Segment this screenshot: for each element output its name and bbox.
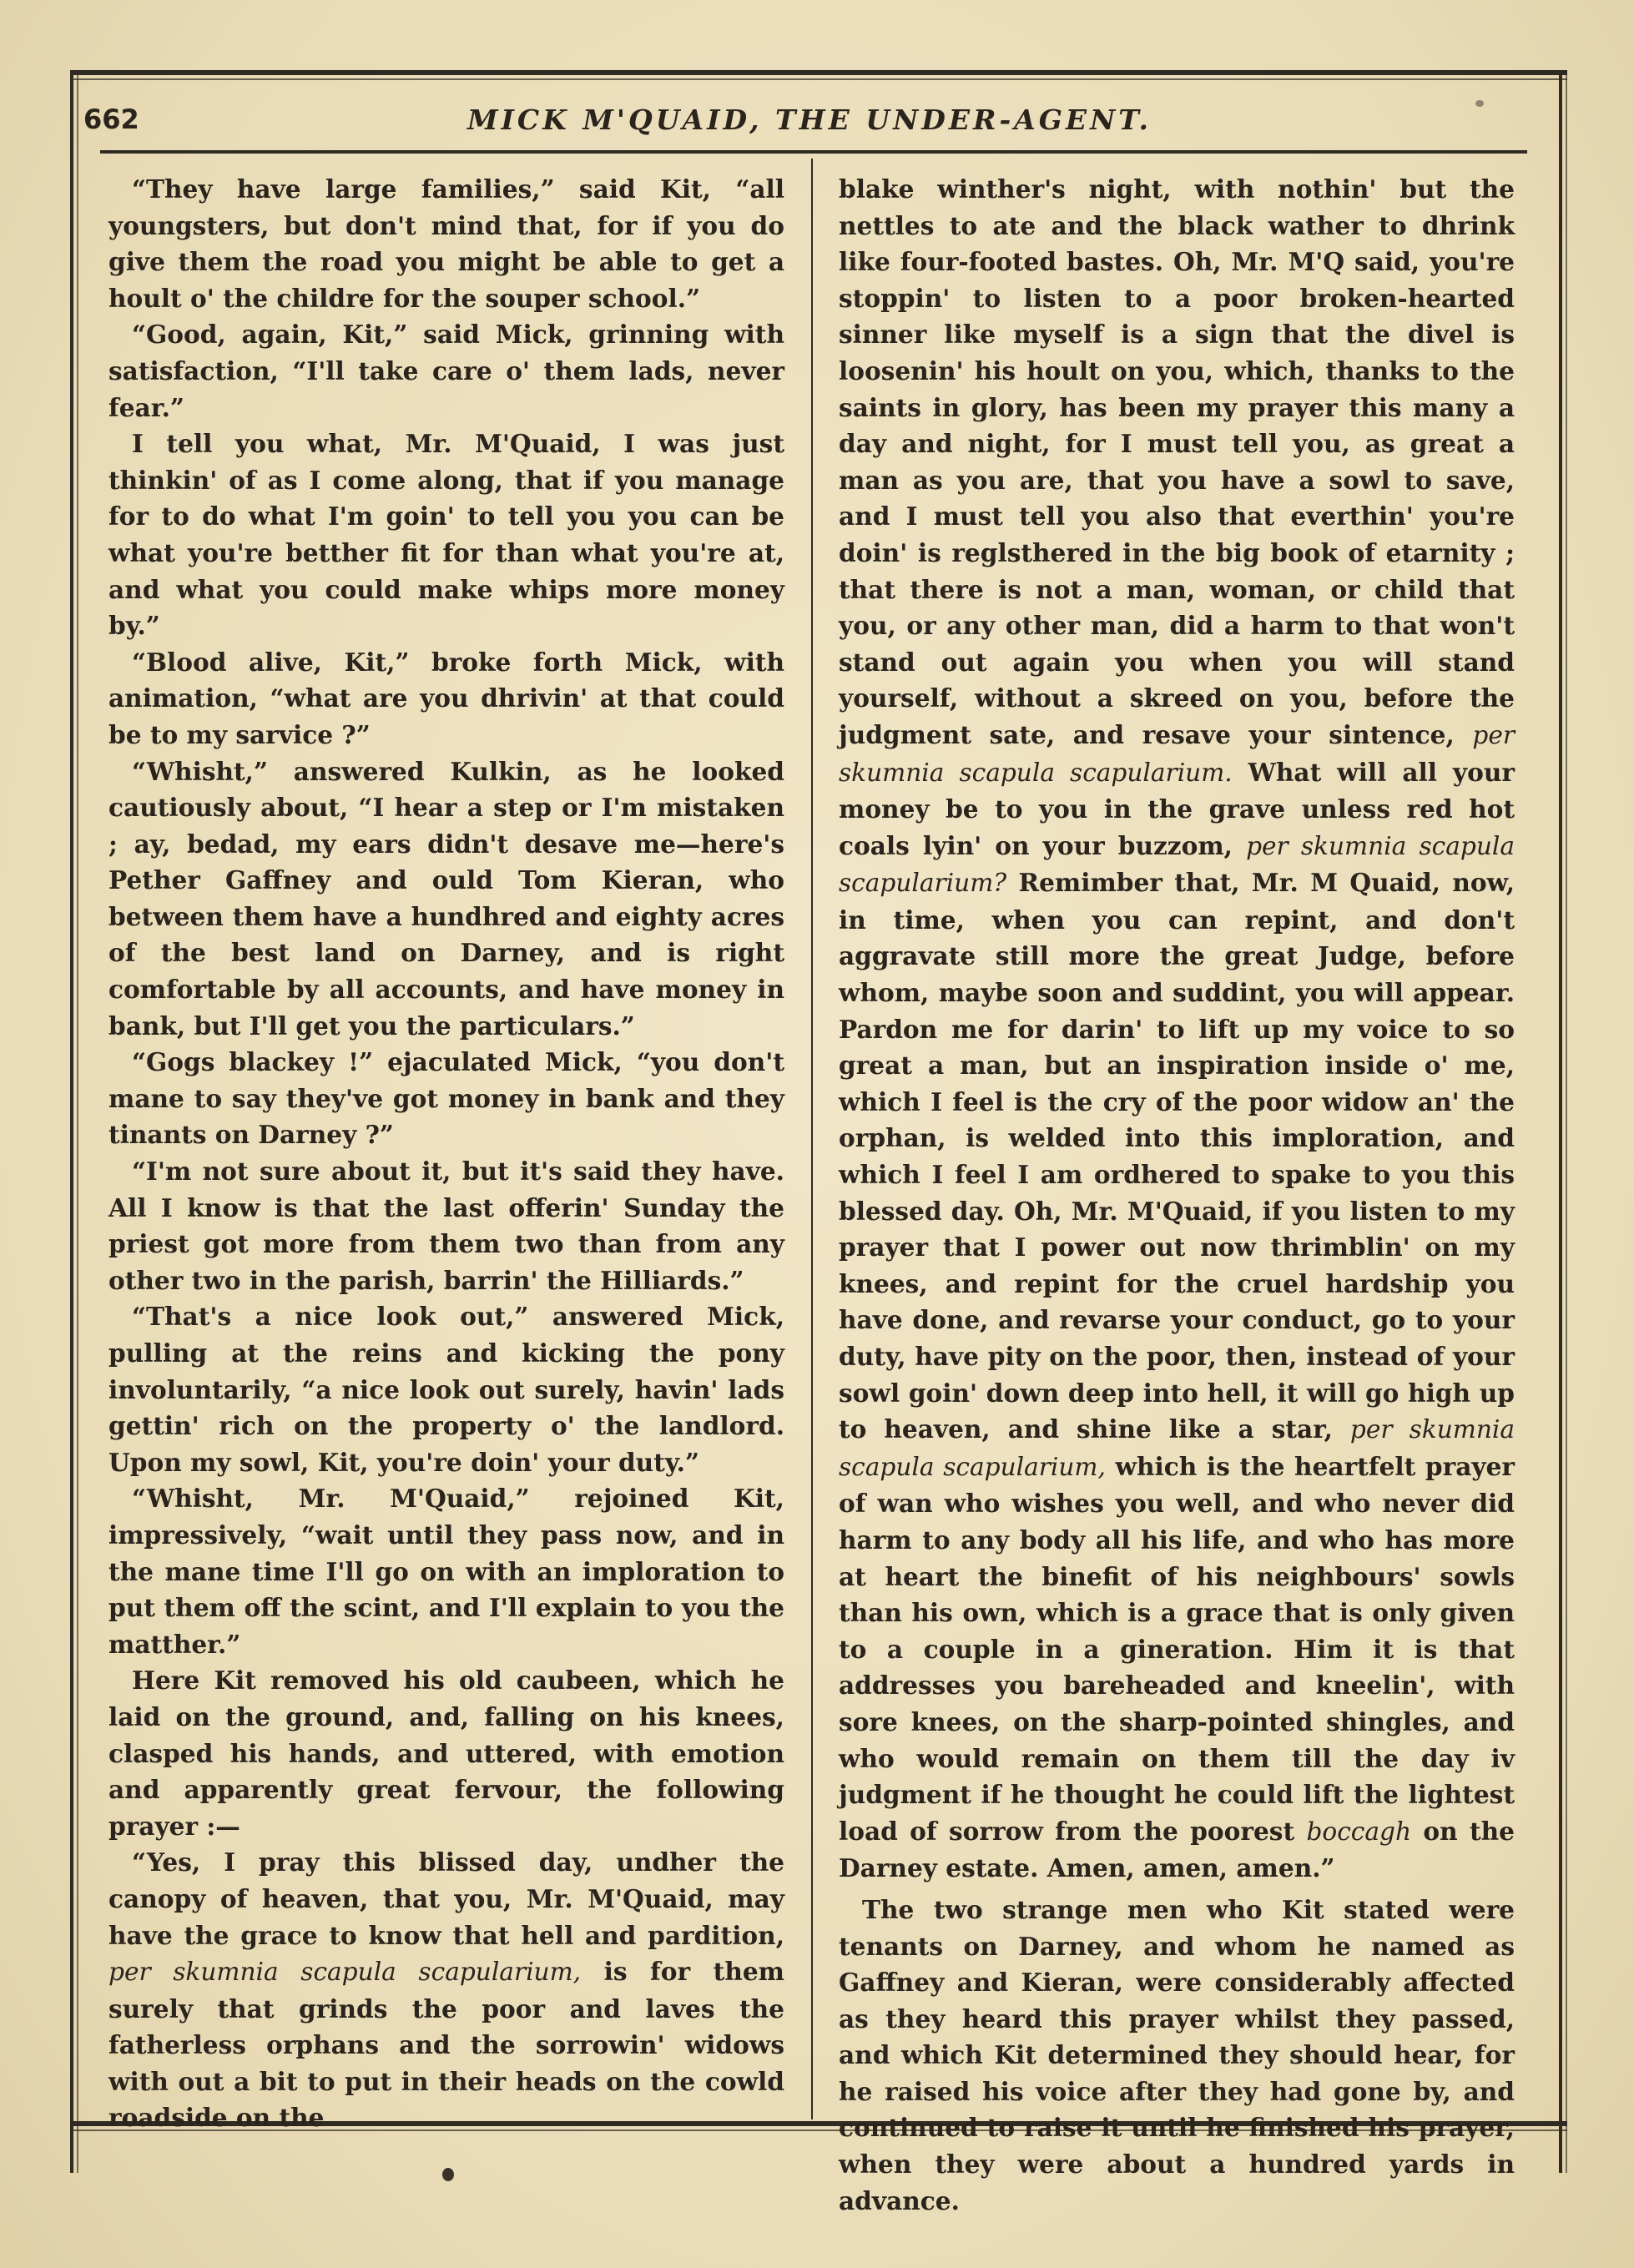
ink-dot — [442, 2168, 454, 2181]
paragraph: “Good, again, Kit,” said Mick, grinning with satisfaction, “I'll take care o' them lads, never fear.” — [108, 320, 784, 422]
latin-phrase: per skumnia scapula scapularium? — [839, 831, 1515, 898]
left-border-rule — [70, 70, 73, 2173]
text-run: blake winther's night, with nothin' but the nettles to ate and the black wather to dhrink like four-footed bastes. Oh, Mr. M'Q said, you're stoppin' to listen to a poor broken-hearted sinner like myself is a sign that the divel is loosenin' his hoult on you, which, thanks to the saints in glory, has been my prayer this many a day and night, for I must tell you, as great a man as you are, that you have a sowl to save, and I must tell you also that everthin' you're doin' is reglsthered in the big book of etarnity ; that there is not a man, woman, or child that you, or any other man, did a harm to that won't stand out again you when you will stand yourself, without a skreed on you, before the judgment sate, and resave your sintence, — [839, 174, 1515, 749]
text-run: which is the heartfelt prayer of wan who wishes you well, and who never did harm to any body all his life, and who has more at heart the binefit of his neighbours' sowls than his own, which is a grace that is only given to a couple in a gineration. Him it is that addresses you bareheaded and kneelin', with sore knees, on the sharp-pointed shingles, and who would remain on them till the day iv judgment if he thought he could lift the lightest load of sorrow from the poorest — [839, 1451, 1515, 1846]
left-border-rule-thin — [77, 70, 78, 2173]
paragraph: “Gogs blackey !” ejaculated Mick, “you don't mane to say they've got money in bank and they tinants on Darney ?” — [108, 1047, 784, 1150]
text-run: “Yes, I pray this blissed day, undher the canopy of heaven, that you, Mr. M'Quaid, may have the grace to know that hell and pardition, — [108, 1847, 784, 1950]
paragraph: I tell you what, Mr. M'Quaid, I was just thinkin' of as I come along, that if you manage for to do what I'm goin' to tell you you can be what you're betther fit for than what you're at, and what you could make whips more money by.” — [108, 429, 784, 641]
paragraph — [839, 171, 1515, 1887]
ink-speck — [1475, 100, 1484, 107]
left-column — [108, 171, 784, 2136]
right-border-rule-thin — [1566, 70, 1567, 2173]
text-run: on the Darney estate. Amen, amen, amen.” — [839, 1816, 1515, 1883]
page-header — [83, 98, 1536, 149]
text-run: What will all your money be to you in the grave unless red hot coals lyin' on your buzzom, — [839, 757, 1515, 860]
paragraph: “Whisht, Mr. M'Quaid,” rejoined Kit, impressively, “wait until they pass now, and in the mane time I'll go on with an imploration to put them off the scint, and I'll explain to you the matther.” — [108, 1484, 784, 1659]
top-border-rule-thin — [73, 78, 1567, 80]
right-column — [839, 171, 1515, 2219]
latin-phrase: per skumnia scapula scapularium. — [839, 720, 1515, 787]
running-title: MICK M'QUAID, THE UNDER-AGENT. — [466, 103, 1152, 136]
paragraph: “Blood alive, Kit,” broke forth Mick, with animation, “what are you dhrivin' at that could be to my sarvice ?” — [108, 647, 784, 749]
paragraph: Here Kit removed his old caubeen, which he laid on the ground, and, falling on his knees, clasped his hands, and uttered, with emotion and apparently great fervour, the following prayer :— — [108, 1666, 784, 1841]
paragraph: “Whisht,” answered Kulkin, as he looked cautiously about, “I hear a step or I'm mistaken ; ay, bedad, my ears didn't desave me—here's Pether Gaffney and ould Tom Kieran, who between them have a hundhred and eighty acres of the best land on Darney, and is right comfortable by all accounts, and have money in bank, but I'll get you the particulars.” — [108, 756, 784, 1041]
paragraph: The two strange men who Kit stated were tenants on Darney, and whom he named as Gaffney and Kieran, were considerably affected as they heard this prayer whilst they passed, and which Kit determined they should hear, for he raised his voice after they had gone by, and continued to raise it until he finished his prayer, when they were about a hundred yards in advance. — [839, 1894, 1515, 2215]
paragraph: “They have large families,” said Kit, “all youngsters, but don't mind that, for if you do give them the road you might be able to get a hoult o' the childre for the souper school.” — [108, 174, 784, 313]
text-run: Remimber that, Mr. M Quaid, now, in time, when you can repint, and don't aggravate still more the great Judge, before whom, maybe soon and suddint, you will appear. Pardon me for darin' to lift up my voice to so great a man, but an inspiration inside o' me, which I feel is the cry of the poor widow an' the orphan, is welded into this imploration, and which I feel I am ordhered to spake to you this blessed day. Oh, Mr. M'Quaid, if you listen to my prayer that I power out now thrimblin' on my knees, and repint for the cruel hardship you have done, and revarse your conduct, go to your duty, have pity on the poor, then, instead of your sowl goin' down deep into hell, it will go high up to heaven, and shine like a star, — [839, 868, 1515, 1444]
right-border-rule — [1559, 70, 1562, 2173]
page-number: 662 — [83, 103, 139, 135]
header-rule — [100, 150, 1527, 154]
text-run: is for them surely that grinds the poor and laves the fatherless orphans and the sorrowin' widows with out a bit to put in their heads on the cowld roadside on the — [108, 1957, 784, 2133]
top-border-rule — [73, 70, 1567, 75]
paragraph: “That's a nice look out,” answered Mick, pulling at the reins and kicking the pony involuntarily, “a nice look out surely, havin' lads gettin' rich on the property o' the landlord. Upon my sowl, Kit, you're doin' your duty.” — [108, 1302, 784, 1477]
irish-word: boccagh — [1306, 1817, 1412, 1846]
latin-phrase: per skumnia scapula scapularium, — [108, 1958, 582, 1987]
latin-phrase: per skumnia scapula scapularium, — [839, 1415, 1515, 1481]
paragraph — [108, 1844, 784, 2136]
column-divider — [811, 159, 813, 2119]
paragraph: “I'm not sure about it, but it's said they have. All I know is that the last offerin' Sunday the priest got more from them two than from any other two in the parish, barrin' the Hilliards.” — [108, 1157, 784, 1295]
